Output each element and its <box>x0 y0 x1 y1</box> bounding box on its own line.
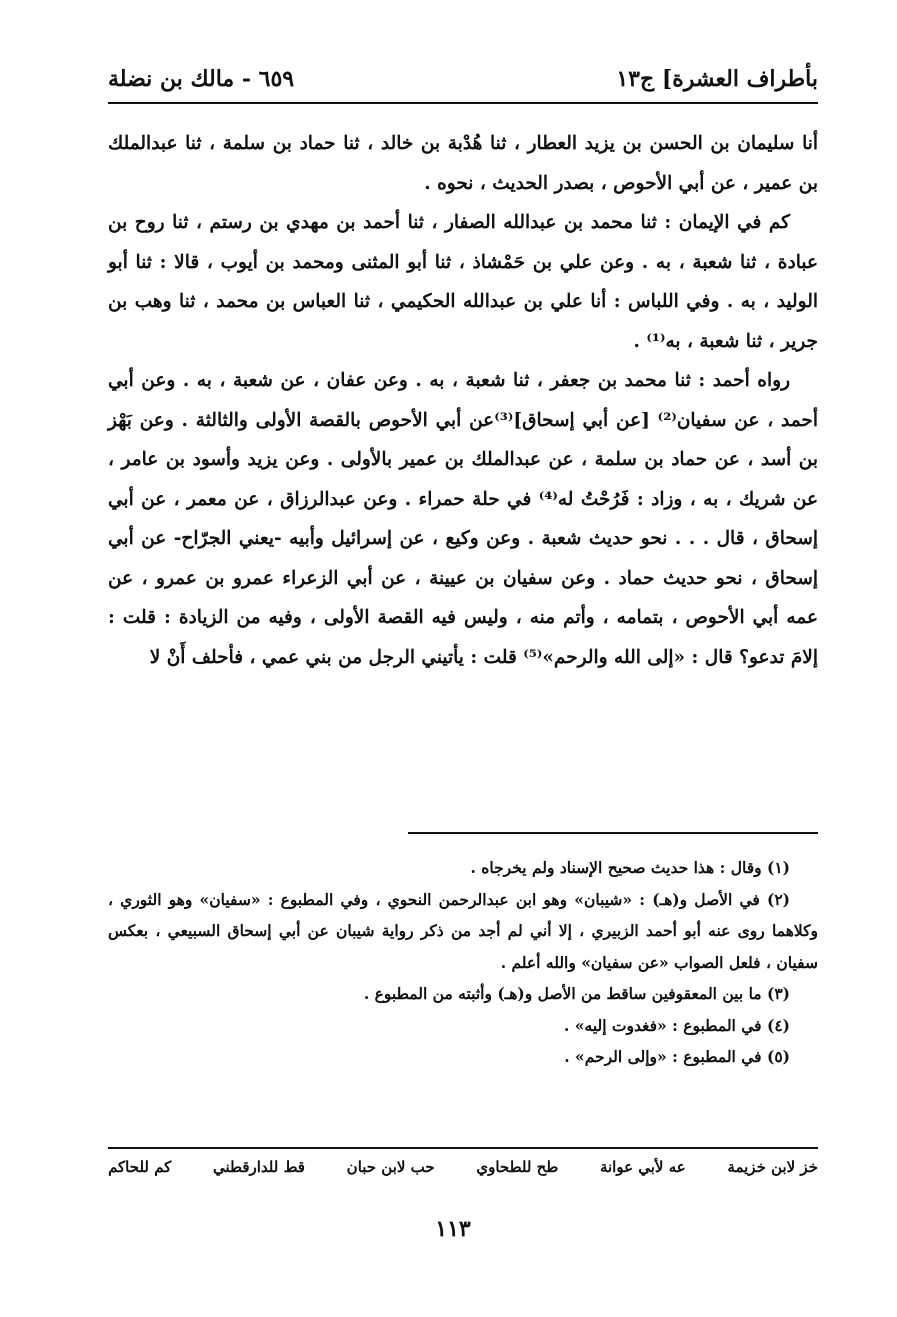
running-header <box>108 52 818 92</box>
footnote-divider <box>408 832 818 834</box>
main-paragraph: كم في الإيمان : ثنا محمد بن عبدالله الصفار ، ثنا أحمد بن مهدي بن رستم ، ثنا روح بن عبادة ، ثنا شعبة ، به . وعن علي بن حَمْشاذ ، ثنا أبو المثنى ومحمد بن أيوب ، قالا : ثنا أبو الوليد ، به . وفي اللباس : أنا علي بن عبدالله الحكيمي ، ثنا العباس بن محمد ، ثنا وهب بن جرير ، ثنا شعبة ، به⁽¹⁾ . <box>108 212 818 352</box>
main-paragraph: أنا سليمان بن الحسن بن يزيد العطار ، ثنا هُدْبة بن خالد ، ثنا حماد بن سلمة ، ثنا عبدالملك بن عمير ، عن أبي الأحوص ، بصدر الحديث ، نحوه . <box>108 133 818 194</box>
footnote: (١) وقال : هذا حديث صحيح الإسناد ولم يخرجاه . <box>470 858 790 877</box>
footnote: (٣) ما بين المعقوفين ساقط من الأصل و(هـ) وأثبته من المطبوع . <box>363 984 790 1003</box>
header-divider <box>108 102 818 104</box>
sigla-item: خز لابن خزيمة <box>727 1158 818 1176</box>
footnote: (٥) في المطبوع : «وإلى الرحم» . <box>564 1047 790 1066</box>
sigla-item: حب لابن حبان <box>346 1158 435 1176</box>
header-volume-title: بأطراف العشرة] ج١٣ <box>616 66 818 92</box>
sigla-item: طح للطحاوي <box>476 1158 559 1176</box>
sigla-item: كم للحاكم <box>108 1158 172 1176</box>
main-paragraph: رواه أحمد : ثنا محمد بن جعفر ، ثنا شعبة ، به . وعن عفان ، عن شعبة ، به . وعن أبي أحمد ، عن سفيان⁽²⁾ [عن أبي إسحاق]⁽³⁾عن أبي الأحوص بالقصة الأولى والثالثة . وعن بَهْز بن أسد ، عن حماد بن سلمة ، عن عبدالملك بن عمير بالأولى . وعن يزيد وأسود بن عامر ، عن شريك ، به ، وزاد : فَرُحْتُ له⁽⁴⁾ في حلة حمراء . وعن عبدالرزاق ، عن معمر ، عن أبي إسحاق ، قال . . . نحو حديث شعبة . وعن وكيع ، عن إسرائيل وأبيه -يعني الجرّاح- عن أبي إسحاق ، نحو حديث حماد . وعن سفيان بن عيينة ، عن أبي الزعراء عمرو بن عمرو ، عن عمه أبي الأحوص ، بتمامه ، وأتم منه ، وليس فيه القصة الأولى ، وفيه من الزيادة : قلت : إلامَ تدعو؟ قال : «إلى الله والرحم»⁽⁵⁾ قلت : يأتيني الرجل من بني عمي ، فأحلف أَنْ لا <box>108 370 818 668</box>
sigla-item: عه لأبي عوانة <box>599 1158 686 1176</box>
sigla-item: قط للدارقطني <box>213 1158 305 1176</box>
source-abbreviations <box>108 1158 818 1176</box>
footnotes <box>108 852 818 1073</box>
header-entry-title: ٦٥٩ - مالك بن نضلة <box>108 66 295 92</box>
main-text <box>108 124 818 677</box>
sigla-divider <box>108 1147 818 1149</box>
footnote: (٢) في الأصل و(هـ) : «شيبان» وهو ابن عبدالرحمن النحوي ، وفي المطبوع : «سفيان» وهو الثوري ، وكلاهما روى عنه أبو أحمد الزبيري ، إلا أني لم أجد من ذكر رواية شيبان عن أبي إسحاق السبيعي ، بعكس سفيان ، فلعل الصواب «عن سفيان» والله أعلم . <box>108 889 818 972</box>
footnote: (٤) في المطبوع : «فغدوت إليه» . <box>564 1015 790 1035</box>
page-number: ١١٣ <box>435 1216 471 1242</box>
